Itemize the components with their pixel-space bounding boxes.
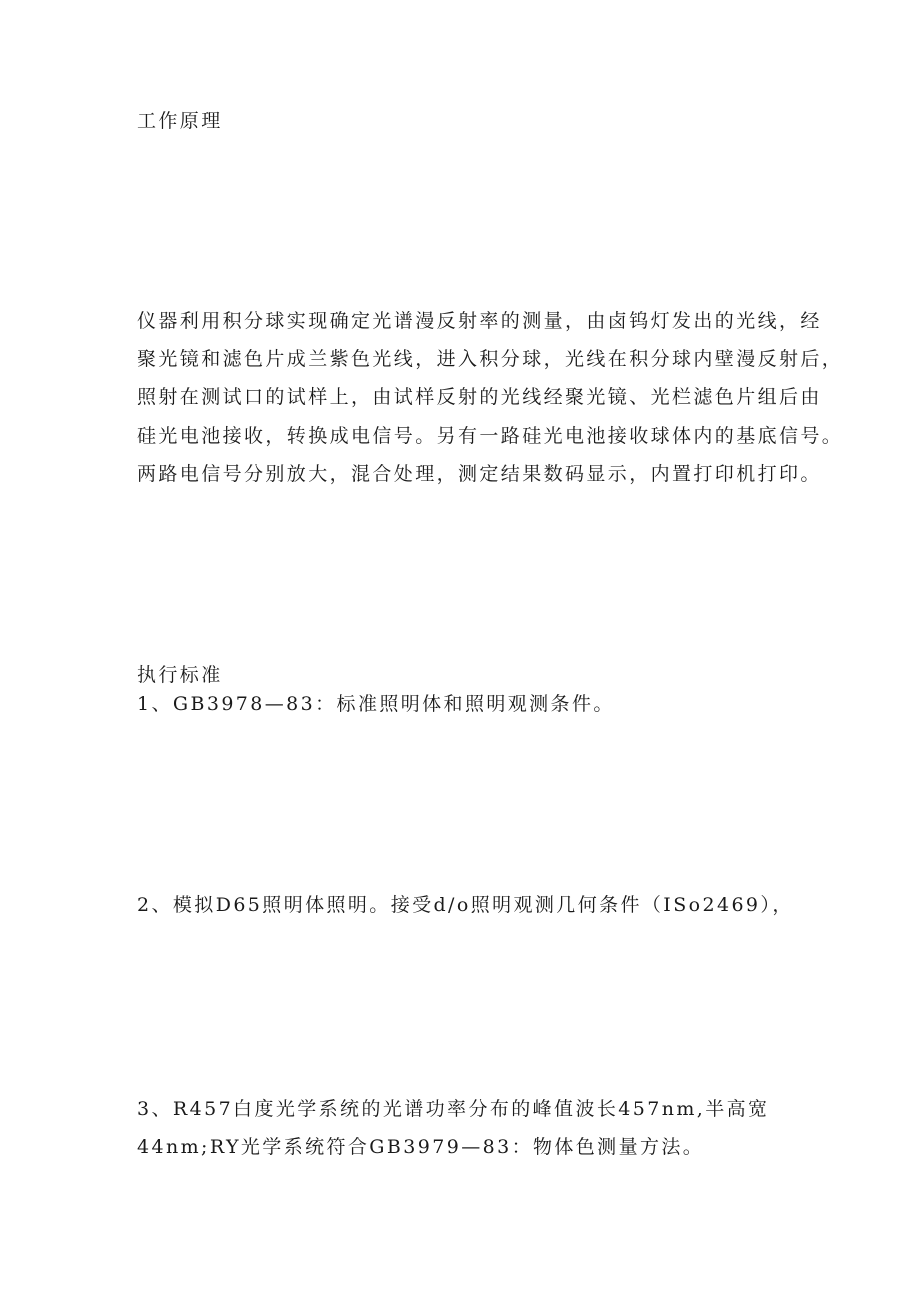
paragraph-line: 44nm;RY光学系统符合GB3979—83：物体色测量方法。 (137, 1136, 705, 1158)
paragraph-line: 硅光电池接收，转换成电信号。另有一路硅光电池接收球体内的基底信号。 (137, 425, 844, 447)
section-heading-standards: 执行标准 (137, 664, 223, 686)
standard-item-1: 1、GB3978—83：标准照明体和照明观测条件。 (137, 693, 615, 715)
paragraph-line: 照射在测试口的试样上，由试样反射的光线经聚光镜、光栏滤色片组后由 (137, 386, 822, 408)
paragraph-line: 仪器利用积分球实现确定光谱漫反射率的测量，由卤钨灯发出的光线，经 (137, 310, 822, 332)
paragraph-line: 3、R457白度光学系统的光谱功率分布的峰值波长457nm,半高宽 (137, 1098, 770, 1120)
section-heading-working-principle: 工作原理 (137, 110, 223, 132)
paragraph-line: 聚光镜和滤色片成兰紫色光线，进入积分球，光线在积分球内壁漫反射后， (137, 348, 844, 370)
paragraph-line: 两路电信号分别放大，混合处理，测定结果数码显示，内置打印机打印。 (137, 463, 822, 485)
standard-item-2: 2、模拟D65照明体照明。接受d/o照明观测几何条件（ISo2469）， (137, 894, 794, 916)
